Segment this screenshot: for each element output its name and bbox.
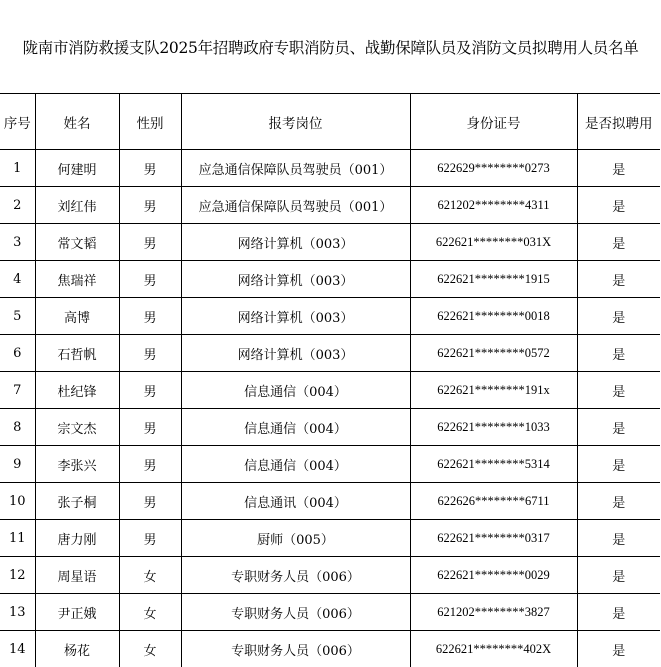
table-row <box>0 298 660 335</box>
cell-index: 13 <box>0 594 35 631</box>
header-position: 报考岗位 <box>181 94 410 150</box>
cell-index: 14 <box>0 631 35 667</box>
cell-name: 杨花 <box>35 631 119 667</box>
cell-id-number: 622621********0018 <box>410 298 577 335</box>
cell-id-number: 622626********6711 <box>410 483 577 520</box>
cell-index: 9 <box>0 446 35 483</box>
cell-name: 李张兴 <box>35 446 119 483</box>
table-row <box>0 409 660 446</box>
table-row <box>0 261 660 298</box>
table-row <box>0 150 660 187</box>
cell-gender: 男 <box>119 520 181 557</box>
header-index: 序号 <box>0 94 35 150</box>
cell-index: 12 <box>0 557 35 594</box>
cell-name: 张子桐 <box>35 483 119 520</box>
table-row <box>0 520 660 557</box>
cell-position: 信息通讯（004） <box>181 483 410 520</box>
cell-gender: 女 <box>119 557 181 594</box>
cell-position: 网络计算机（003） <box>181 335 410 372</box>
cell-hired: 是 <box>577 631 660 667</box>
cell-hired: 是 <box>577 372 660 409</box>
cell-gender: 男 <box>119 150 181 187</box>
cell-gender: 男 <box>119 372 181 409</box>
cell-name: 宗文杰 <box>35 409 119 446</box>
cell-id-number: 622621********0317 <box>410 520 577 557</box>
cell-hired: 是 <box>577 409 660 446</box>
cell-index: 2 <box>0 187 35 224</box>
cell-position: 网络计算机（003） <box>181 261 410 298</box>
cell-id-number: 622621********5314 <box>410 446 577 483</box>
cell-position: 应急通信保障队员驾驶员（001） <box>181 150 410 187</box>
cell-index: 4 <box>0 261 35 298</box>
cell-position: 信息通信（004） <box>181 446 410 483</box>
cell-name: 唐力刚 <box>35 520 119 557</box>
hiring-roster-table <box>0 93 660 667</box>
cell-gender: 男 <box>119 261 181 298</box>
header-id-number: 身份证号 <box>410 94 577 150</box>
cell-position: 专职财务人员（006） <box>181 594 410 631</box>
cell-name: 高博 <box>35 298 119 335</box>
cell-hired: 是 <box>577 594 660 631</box>
cell-id-number: 621202********4311 <box>410 187 577 224</box>
cell-gender: 男 <box>119 409 181 446</box>
cell-hired: 是 <box>577 557 660 594</box>
cell-id-number: 622621********1033 <box>410 409 577 446</box>
table-row <box>0 224 660 261</box>
cell-gender: 男 <box>119 335 181 372</box>
cell-gender: 男 <box>119 224 181 261</box>
cell-name: 焦瑞祥 <box>35 261 119 298</box>
cell-index: 3 <box>0 224 35 261</box>
cell-gender: 男 <box>119 483 181 520</box>
cell-name: 常文韬 <box>35 224 119 261</box>
cell-index: 6 <box>0 335 35 372</box>
cell-name: 刘红伟 <box>35 187 119 224</box>
cell-position: 厨师（005） <box>181 520 410 557</box>
cell-hired: 是 <box>577 335 660 372</box>
cell-hired: 是 <box>577 261 660 298</box>
table-row <box>0 631 660 667</box>
cell-gender: 女 <box>119 631 181 667</box>
header-hired: 是否拟聘用 <box>577 94 660 150</box>
cell-hired: 是 <box>577 520 660 557</box>
cell-name: 尹正娥 <box>35 594 119 631</box>
cell-position: 网络计算机（003） <box>181 298 410 335</box>
cell-position: 专职财务人员（006） <box>181 631 410 667</box>
header-name: 姓名 <box>35 94 119 150</box>
cell-name: 杜纪锋 <box>35 372 119 409</box>
cell-id-number: 622621********031X <box>410 224 577 261</box>
cell-position: 应急通信保障队员驾驶员（001） <box>181 187 410 224</box>
table-row <box>0 483 660 520</box>
cell-name: 周星语 <box>35 557 119 594</box>
cell-id-number: 622621********1915 <box>410 261 577 298</box>
cell-id-number: 622629********0273 <box>410 150 577 187</box>
cell-id-number: 621202********3827 <box>410 594 577 631</box>
cell-index: 1 <box>0 150 35 187</box>
document-title: 陇南市消防救援支队2025年招聘政府专职消防员、战勤保障队员及消防文员拟聘用人员名单 <box>22 39 639 57</box>
cell-gender: 女 <box>119 594 181 631</box>
cell-hired: 是 <box>577 446 660 483</box>
table-row <box>0 557 660 594</box>
cell-gender: 男 <box>119 446 181 483</box>
cell-gender: 男 <box>119 187 181 224</box>
cell-position: 信息通信（004） <box>181 409 410 446</box>
cell-gender: 男 <box>119 298 181 335</box>
cell-position: 专职财务人员（006） <box>181 557 410 594</box>
table-row <box>0 446 660 483</box>
cell-id-number: 622621********0572 <box>410 335 577 372</box>
cell-name: 石哲帆 <box>35 335 119 372</box>
cell-id-number: 622621********191x <box>410 372 577 409</box>
cell-index: 5 <box>0 298 35 335</box>
cell-index: 10 <box>0 483 35 520</box>
cell-name: 何建明 <box>35 150 119 187</box>
table-header-row <box>0 94 660 150</box>
cell-hired: 是 <box>577 483 660 520</box>
table-row <box>0 187 660 224</box>
cell-hired: 是 <box>577 298 660 335</box>
cell-position: 网络计算机（003） <box>181 224 410 261</box>
cell-index: 11 <box>0 520 35 557</box>
cell-index: 7 <box>0 372 35 409</box>
cell-hired: 是 <box>577 150 660 187</box>
table-row <box>0 372 660 409</box>
table-row <box>0 594 660 631</box>
cell-position: 信息通信（004） <box>181 372 410 409</box>
cell-hired: 是 <box>577 187 660 224</box>
cell-index: 8 <box>0 409 35 446</box>
table-body <box>0 150 660 667</box>
cell-id-number: 622621********0029 <box>410 557 577 594</box>
cell-id-number: 622621********402X <box>410 631 577 667</box>
table-row <box>0 335 660 372</box>
cell-hired: 是 <box>577 224 660 261</box>
header-gender: 性别 <box>119 94 181 150</box>
